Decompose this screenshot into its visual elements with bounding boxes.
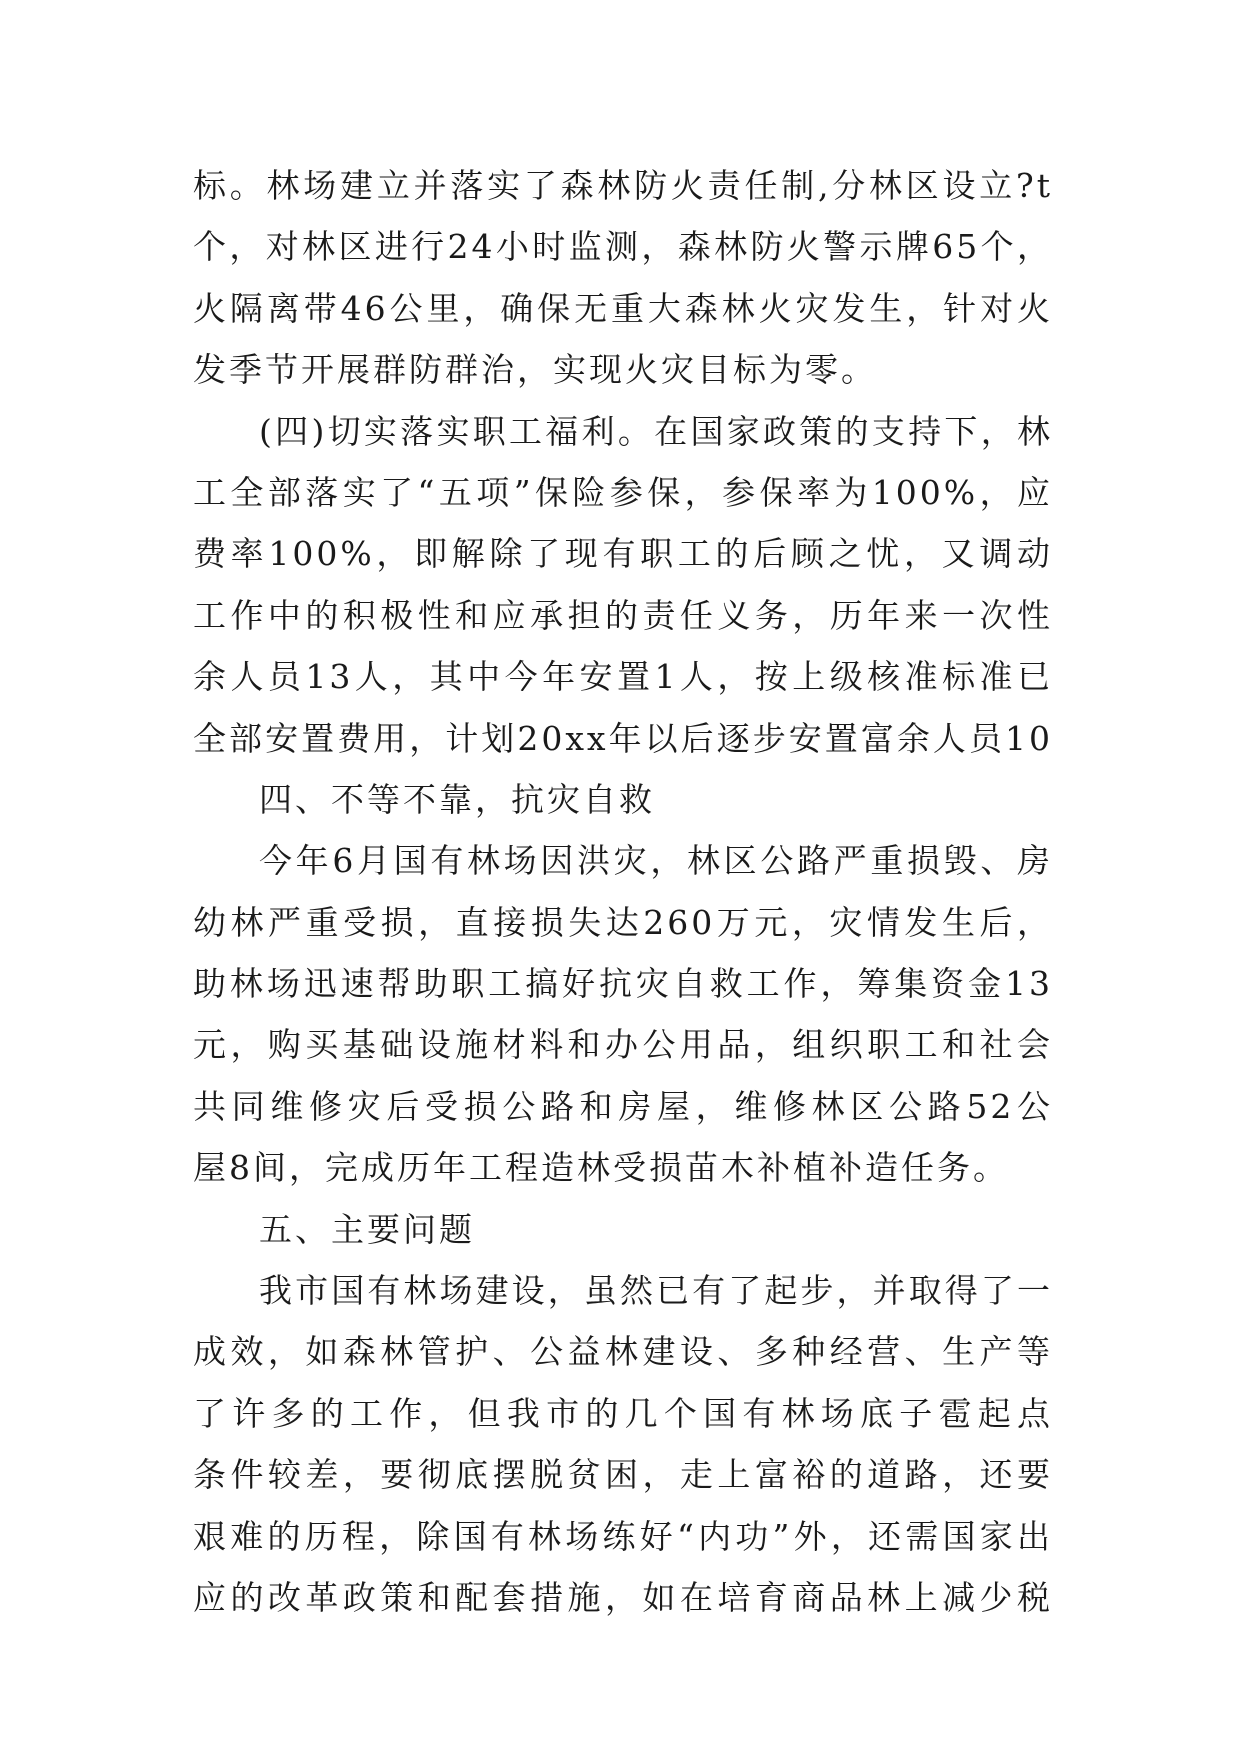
text-line: 助林场迅速帮助职工搞好抗灾自救工作，筹集资金13 — [193, 964, 1053, 1004]
text-line: 发季节开展群防群治，实现火灾目标为零。 — [193, 350, 877, 390]
text-line: 今年6月国有林场因洪灾，林区公路严重损毁、房 — [259, 841, 1053, 881]
text-line: 屋8间，完成历年工程造林受损苗木补植补造任务。 — [193, 1148, 1009, 1188]
text-line: 幼林严重受损，直接损失达260万元，灾情发生后， — [193, 902, 1053, 942]
text-line: 个，对林区进行24小时监测，森林防火警示牌65个， — [193, 227, 1053, 267]
text-line: 了许多的工作，但我市的几个国有林场底子雹起点 — [193, 1393, 1053, 1433]
text-line: 全部安置费用，计划20xx年以后逐步安置富余人员10 — [193, 718, 1053, 758]
text-line: 标。林场建立并落实了森林防火责任制,分林区设立?t — [193, 166, 1053, 205]
text-line: 五、主要问题 — [259, 1209, 475, 1249]
text-line: 应的改革政策和配套措施，如在培育商品林上减少税 — [193, 1577, 1053, 1617]
text-line: (四)切实落实职工福利。在国家政策的支持下，林 — [259, 411, 1053, 451]
document-body — [193, 155, 1053, 1628]
text-line: 元，购买基础设施材料和办公用品，组织职工和社会 — [193, 1025, 1053, 1065]
text-line: 余人员13人，其中今年安置1人，按上级核准标准已 — [193, 657, 1053, 697]
text-line: 成效，如森林管护、公益林建设、多种经营、生产等 — [193, 1332, 1053, 1372]
text-line: 我市国有林场建设，虽然已有了起步，并取得了一 — [259, 1271, 1053, 1311]
text-line: 火隔离带46公里，确保无重大森林火灾发生，针对火 — [193, 288, 1053, 328]
text-line: 工全部落实了“五项”保险参保，参保率为100%，应 — [193, 472, 1053, 512]
text-line: 费率100%，即解除了现有职工的后顾之忧，又调动 — [193, 534, 1053, 574]
text-line: 共同维修灾后受损公路和房屋，维修林区公路52公 — [193, 1086, 1053, 1126]
text-line: 四、不等不靠，抗灾自救 — [259, 779, 655, 819]
text-line: 条件较差，要彻底摆脱贫困，走上富裕的道路，还要 — [193, 1455, 1053, 1495]
text-line: 工作中的积极性和应承担的责任义务，历年来一次性 — [193, 595, 1053, 635]
text-line: 艰难的历程，除国有林场练好“内功”外，还需国家出 — [193, 1516, 1053, 1556]
